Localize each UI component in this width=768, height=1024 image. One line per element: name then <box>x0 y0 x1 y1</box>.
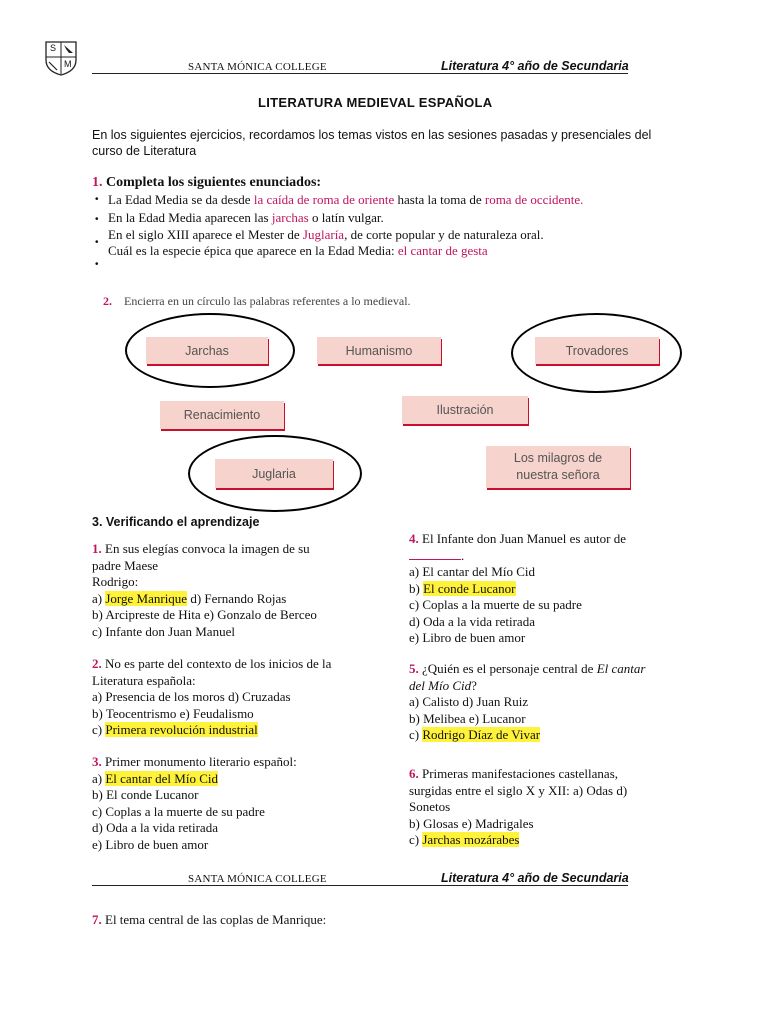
card-milagros[interactable]: Los milagros de nuestra señora <box>486 446 630 488</box>
card-juglaria[interactable]: Juglaria <box>215 459 333 488</box>
header-rule <box>92 73 628 74</box>
logo-letter-m: M <box>64 59 72 69</box>
answer-4: el cantar de gesta <box>397 243 488 258</box>
page-title: LITERATURA MEDIEVAL ESPAÑOLA <box>258 95 493 110</box>
card-ilustracion[interactable]: Ilustración <box>402 396 528 424</box>
header-school-name: SANTA MÓNICA COLLEGE <box>188 61 327 73</box>
intro-paragraph: En los siguientes ejercicios, recordamos los temas vistos en las sesiones pasadas y presenciales del curso de Literatura <box>92 128 652 158</box>
bullet-3: • <box>95 237 99 248</box>
section2-text: Encierra en un círculo las palabras referentes a lo medieval. <box>124 294 411 308</box>
statement-1: La Edad Media se da desde la caída de roma de oriente hasta la toma de roma de occidente. <box>108 192 584 207</box>
footer-school-name: SANTA MÓNICA COLLEGE <box>188 873 327 885</box>
header-course-name: Literatura 4° año de Secundaria <box>441 59 629 73</box>
question-5: 5. ¿Quién es el personaje central de El cantar del Mío Cid? a) Calisto d) Juan Ruiz b) Melibea e) Lucanor c) Rodrigo Díaz de Vivar <box>409 661 646 742</box>
footer-course-name: Literatura 4° año de Secundaria <box>441 871 629 885</box>
section1-heading <box>92 175 321 192</box>
q1-answer: Jorge Manrique <box>105 590 188 606</box>
footer-rule <box>92 885 628 886</box>
section3-heading: 3. Verificando el aprendizaje <box>92 515 260 529</box>
section2-number: 2. <box>103 294 112 308</box>
logo-letter-s: S <box>50 43 57 53</box>
answer-1a: la caída de roma de oriente <box>253 192 395 207</box>
question-3: 3. Primer monumento literario español: a) El cantar del Mío Cid b) El conde Lucanor c) Coplas a la muerte de su padre d) Oda a la vida retirada e) Libro de buen amor <box>92 754 297 852</box>
question-4: 4. El Infante don Juan Manuel es autor de . a) El cantar del Mío Cid b) El conde Lucanor c) Coplas a la muerte de su padre d) Oda a la vida retirada e) Libro de buen amor <box>409 531 626 645</box>
answer-3: Juglaría <box>302 227 345 242</box>
q4-answer: El conde Lucanor <box>423 580 516 596</box>
question-1: 1. En sus elegías convoca la imagen de su padre Maese Rodrigo: a) Jorge Manrique d) Fernando Rojas b) Arcipreste de Hita e) Gonzalo de Berceo c) Infante don Juan Manuel <box>92 541 317 639</box>
answer-1b: roma de occidente. <box>484 192 584 207</box>
answer-2: jarchas <box>271 210 309 225</box>
bullet-2: • <box>95 214 99 225</box>
statement-4: Cuál es la especie épica que aparece en la Edad Media: el cantar de gesta <box>108 243 488 258</box>
statement-2: En la Edad Media aparecen las jarchas o latín vulgar. <box>108 210 384 225</box>
section1-title: Completa los siguientes enunciados: <box>106 175 322 190</box>
q5-answer: Rodrigo Díaz de Vivar <box>422 727 541 742</box>
school-logo <box>44 40 78 76</box>
card-humanismo[interactable]: Humanismo <box>317 337 441 364</box>
section1-number: 1. <box>92 175 103 190</box>
q2-answer: Primera revolución industrial <box>105 722 258 737</box>
card-jarchas[interactable]: Jarchas <box>146 337 268 364</box>
bullet-4: • <box>95 259 99 270</box>
question-2: 2. No es parte del contexto de los inicios de la Literatura española: a) Presencia de los moros d) Cruzadas b) Teocentrismo e) Feudalismo c) Primera revolución industrial <box>92 656 332 737</box>
card-trovadores[interactable]: Trovadores <box>535 337 659 364</box>
circle-trovadores <box>511 313 682 393</box>
bullet-1: • <box>95 194 99 205</box>
circle-jarchas <box>125 313 295 388</box>
q4-blank <box>409 548 461 560</box>
q6-answer: Jarchas mozárabes <box>422 832 520 847</box>
question-7: 7. El tema central de las coplas de Manrique: <box>92 912 327 927</box>
statement-3: En el siglo XIII aparece el Mester de Juglaría, de corte popular y de naturaleza oral. <box>108 227 544 242</box>
circle-juglaria <box>188 435 362 512</box>
q3-answer: El cantar del Mío Cid <box>105 770 218 786</box>
card-renacimiento[interactable]: Renacimiento <box>160 401 284 429</box>
section2-instruction <box>103 294 411 309</box>
question-6: 6. Primeras manifestaciones castellanas, surgidas entre el siglo X y XII: a) Odas d) Sonetos b) Glosas e) Madrigales c) Jarchas mozárabes <box>409 766 628 847</box>
